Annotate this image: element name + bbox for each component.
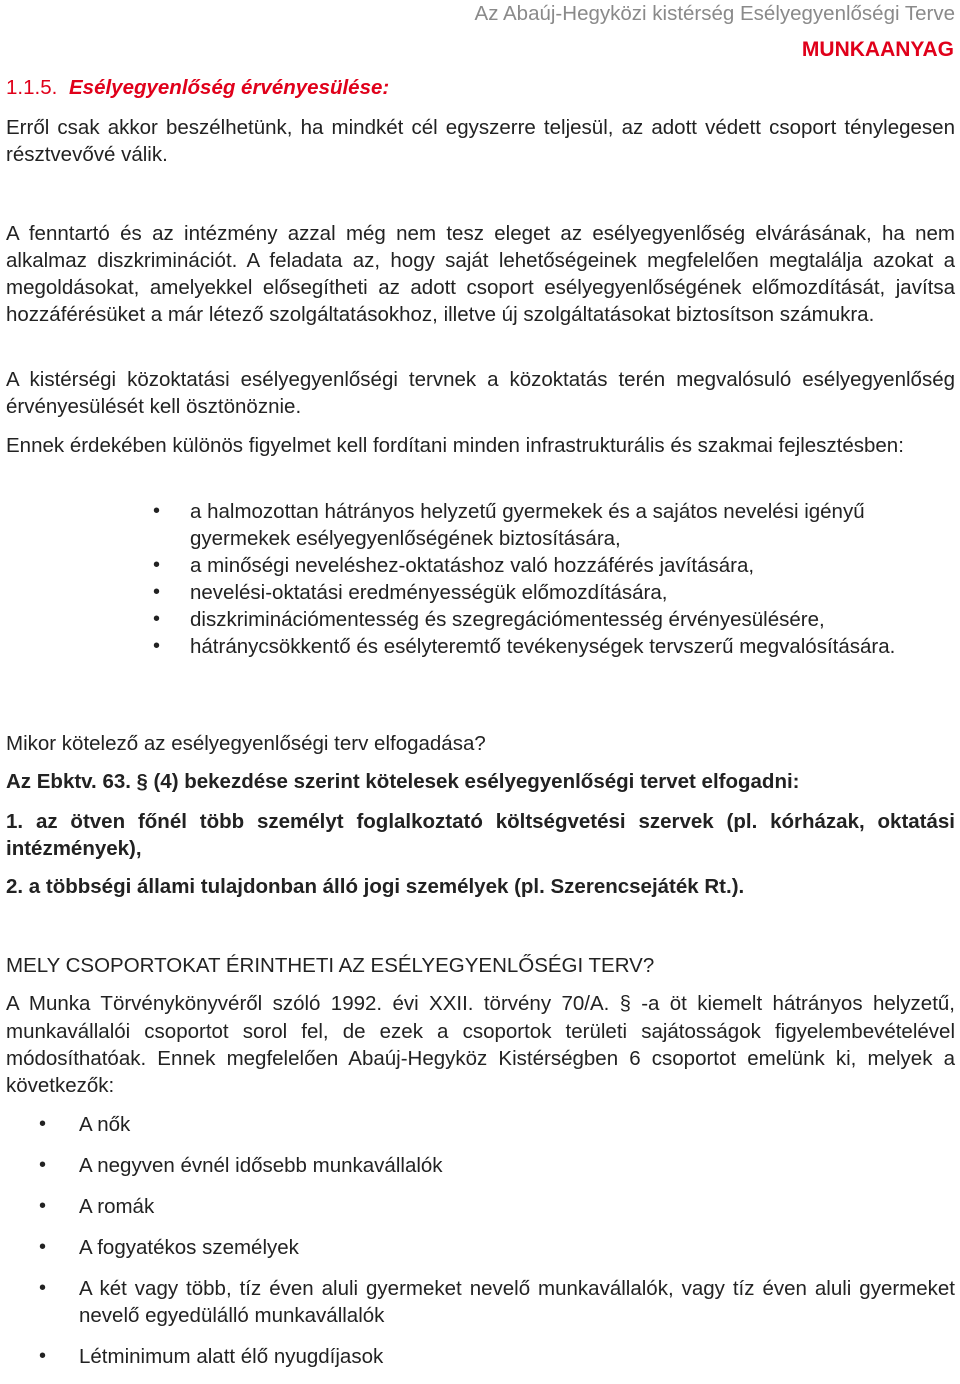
bullet-icon: • — [39, 1154, 47, 1176]
paragraph-3: A kistérségi közoktatási esélyegyenlőségi tervnek a közoktatás terén megvalósuló esélyegyenlőség érvényesülését kell ösztönöznie. — [6, 368, 955, 418]
groups-bullet-list — [39, 1111, 955, 1384]
list-item — [153, 579, 955, 606]
list-item — [39, 1152, 955, 1179]
labor-text-2: -a öt kiemelt hátrányos helyzetű, munkavállalói csoportot sorol fel, de ezek a csoportok területi sajátosságok figyelembevételével módosíthatóak. Ennek megfelelően Abaúj-Hegyköz Kistérségben 6 csoportot emelünk ki, melyek a következők: — [6, 992, 955, 1097]
law-item-1: 1. az ötven főnél több személyt foglalkoztató költségvetési szervek (pl. kórházak, oktatási intézmények), — [6, 810, 955, 860]
list-item-text: hátránycsökkentő és esélyteremtő tevékenységek tervszerű megvalósítására. — [190, 635, 896, 658]
law-item-2: 2. a többségi állami tulajdonban álló jogi személyek (pl. Szerencsejáték Rt.). — [6, 875, 745, 898]
list-item — [153, 633, 955, 660]
list-item-text: A romák — [79, 1195, 155, 1218]
bullet-icon: • — [39, 1113, 47, 1135]
development-bullet-list — [153, 498, 955, 660]
section-title: Esélyegyenlőség érvényesülése: — [69, 76, 390, 99]
list-item-text: A nők — [79, 1113, 131, 1136]
list-item-text: nevelési-oktatási eredményességük előmozdítására, — [190, 581, 668, 604]
list-item-text: a halmozottan hátrányos helyzetű gyermekek és a sajátos nevelési igényű gyermekek esélyegyenlőségének biztosítására, — [190, 500, 865, 550]
header-title: Az Abaúj-Hegyközi kistérség Esélyegyenlőségi Terve — [474, 2, 955, 25]
bullet-icon: • — [39, 1277, 47, 1299]
list-item — [39, 1275, 955, 1329]
bullet-icon: • — [153, 500, 161, 522]
section-sign: § — [136, 771, 148, 793]
section-heading — [6, 76, 389, 100]
law-prefix: Az Ebktv. 63. — [6, 770, 131, 793]
list-item-text: A két vagy több, tíz éven aluli gyermeket nevelő munkavállalók, vagy tíz éven aluli gyermeket nevelő egyedülálló munkavállalók — [79, 1277, 955, 1327]
bullet-icon: • — [39, 1195, 47, 1217]
list-item — [153, 498, 955, 552]
list-item-text: A fogyatékos személyek — [79, 1236, 299, 1259]
list-item — [153, 552, 955, 579]
list-item — [39, 1234, 955, 1261]
list-item — [39, 1193, 955, 1220]
law-reference — [6, 768, 955, 796]
paragraph-4: Ennek érdekében különös figyelmet kell fordítani minden infrastrukturális és szakmai fejlesztésben: — [6, 434, 904, 457]
list-item — [39, 1343, 955, 1370]
section-sign: § — [619, 993, 631, 1015]
list-item-text: diszkriminációmentesség és szegregációmentesség érvényesülésére, — [190, 608, 825, 631]
law-rest: (4) bekezdése szerint kötelesek esélyegyenlőségi tervet elfogadni: — [153, 770, 800, 793]
bullet-icon: • — [153, 554, 161, 576]
paragraph-2: A fenntartó és az intézmény azzal még nem tesz eleget az esélyegyenlőség elvárásának, ha nem alkalmaz diszkriminációt. A feladata az, hogy saját lehetőségeinek megfelelően megtalálja azokat a megoldásokat, amelyekkel elősegítheti az adott csoport esélyegyenlőségének előmozdítását, javítsa hozzáférésüket a már létező szolgáltatásokhoz, illetve új szolgáltatásokat biztosítson számukra. — [6, 222, 955, 326]
bullet-icon: • — [39, 1345, 47, 1367]
bullet-icon: • — [153, 635, 161, 657]
question-when-required: Mikor kötelező az esélyegyenlőségi terv elfogadása? — [6, 732, 486, 755]
bullet-icon: • — [153, 608, 161, 630]
draft-label: MUNKAANYAG — [801, 38, 954, 61]
list-item — [39, 1111, 955, 1138]
labor-text-1: A Munka Törvénykönyvéről szóló 1992. évi XXII. törvény 70/A. — [6, 992, 610, 1015]
labor-code-paragraph — [6, 990, 955, 1099]
bullet-icon: • — [39, 1236, 47, 1258]
list-item — [153, 606, 955, 633]
bullet-icon: • — [153, 581, 161, 603]
section-number: 1.1.5. — [6, 76, 58, 99]
paragraph-1: Erről csak akkor beszélhetünk, ha mindkét cél egyszerre teljesül, az adott védett csoport ténylegesen résztvevővé válik. — [6, 116, 955, 166]
list-item-text: a minőségi neveléshez-oktatáshoz való hozzáférés javítására, — [190, 554, 755, 577]
list-item-text: A negyven évnél idősebb munkavállalók — [79, 1154, 443, 1177]
list-item-text: Létminimum alatt élő nyugdíjasok — [79, 1345, 384, 1368]
question-groups-heading: MELY CSOPORTOKAT ÉRINTHETI AZ ESÉLYEGYENLŐSÉGI TERV? — [6, 954, 655, 977]
